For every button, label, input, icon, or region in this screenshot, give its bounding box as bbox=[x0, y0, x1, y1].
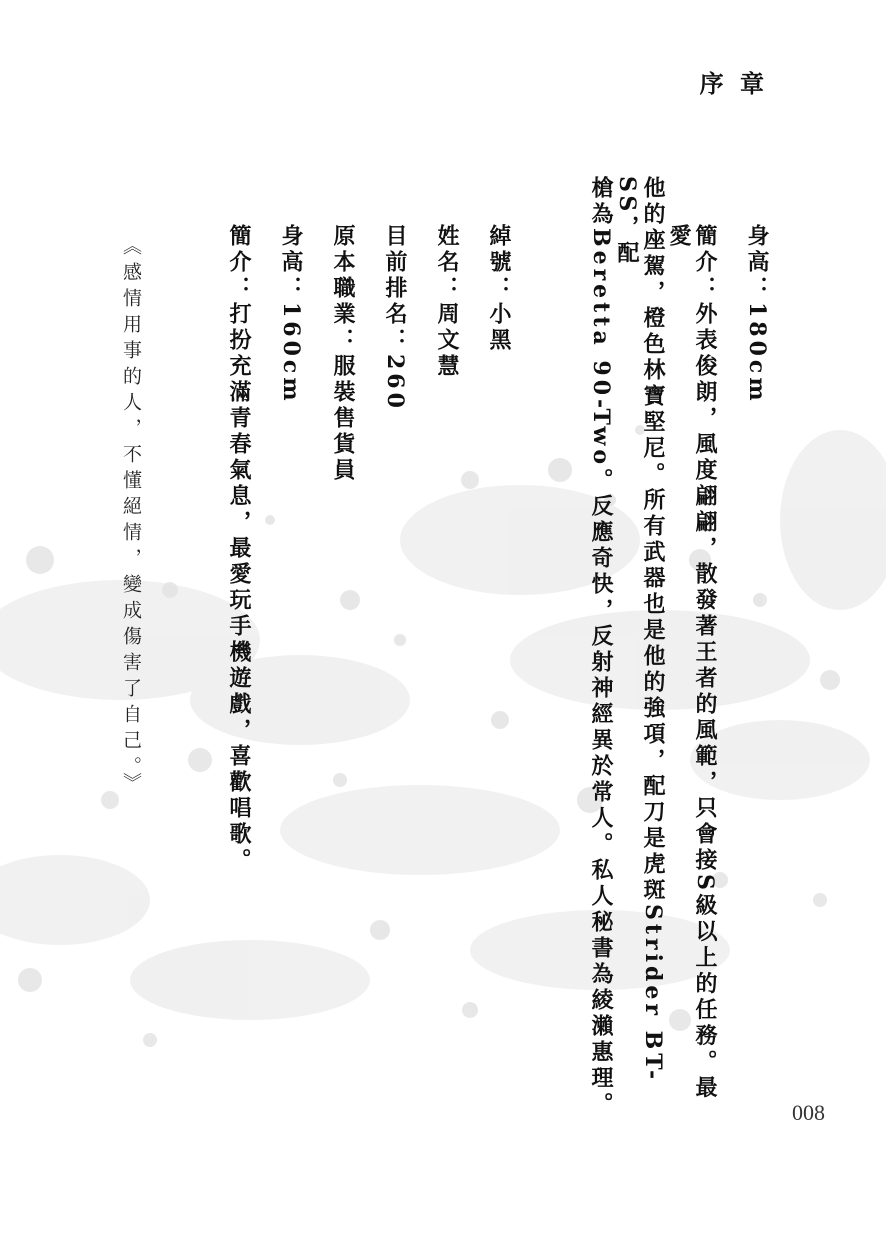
char2-nickname: 綽號：小黑 bbox=[486, 224, 512, 354]
char1-intro-line-1: 簡介：外表俊朗，風度翩翩，散發著王者的風範，只會接S級以上的任務。最愛 bbox=[666, 224, 718, 1102]
char2-intro: 簡介：打扮充滿青春氣息，最愛玩手機遊戲，喜歡唱歌。 bbox=[226, 224, 252, 874]
page-number: 008 bbox=[792, 1100, 825, 1125]
char2-height: 身高：160cm bbox=[278, 224, 304, 405]
char2-name: 姓名：周文慧 bbox=[434, 224, 460, 380]
char1-intro-line-3: 槍為Beretta 90-Two。反應奇快，反射神經異於常人。私人秘書為綾瀨惠理。 bbox=[588, 176, 614, 1119]
chapter-title: 序 章 bbox=[699, 70, 768, 98]
char2-occupation: 原本職業：服裝售貨員 bbox=[330, 224, 356, 484]
quote-text: 《感情用事的人，不懂絕情，變成傷害了自己。》 bbox=[120, 236, 142, 799]
char2-rank: 目前排名：260 bbox=[382, 224, 408, 412]
char1-intro-line-2: 他的座駕，橙色林寶堅尼。所有武器也是他的強項，配刀是虎斑Strider BT-SS，配 bbox=[614, 176, 666, 1084]
char1-height-line: 身高：180cm bbox=[744, 224, 770, 405]
